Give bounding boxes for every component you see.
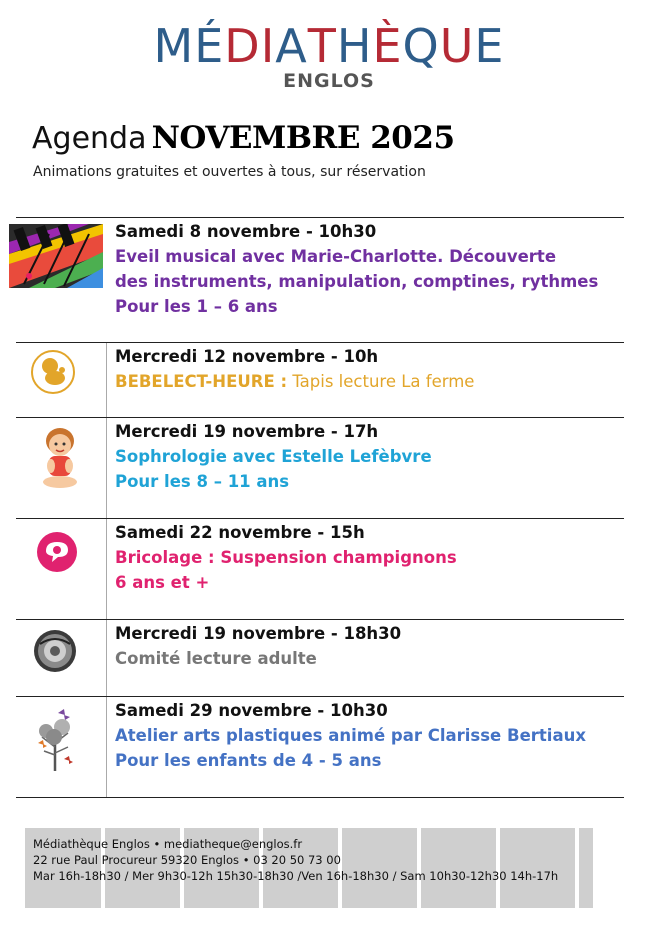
event-row [16,217,624,342]
child-icon [38,424,82,494]
event-row [16,696,624,798]
logo-wordmark [0,18,658,74]
event-line: Tapis lecture La ferme [287,372,475,391]
event-line: Pour les 8 – 11 ans [115,472,290,491]
event-text [115,220,624,319]
event-line: Bricolage : Suspension champignons [115,548,457,567]
event-text [115,345,624,394]
logo-letter: Q [402,19,440,73]
reading-circle-icon [30,626,80,676]
title-word: Agenda [32,121,147,156]
logo-letter: I [260,19,276,73]
event-highlight: BEBELECT-HEURE : [115,372,288,391]
logo-letter: M [153,19,195,73]
event-row [16,417,624,518]
footer-text [33,836,558,884]
logo-letter: E [474,19,505,73]
logo-letter: É [194,19,225,73]
event-date: Samedi 8 novembre - 10h30 [115,222,377,241]
title-month: NOVEMBRE 2025 [151,120,455,156]
baby-icon [28,347,78,397]
logo-letter: H [336,19,373,73]
event-description [115,646,624,671]
logo-letter: È [372,19,403,73]
event-date: Mercredi 19 novembre - 17h [115,422,379,441]
event-line: Pour les 1 – 6 ans [115,297,278,316]
event-list [16,217,624,798]
event-text [115,699,624,773]
footer-hours: Mar 16h-18h30 / Mer 9h30-12h 15h30-18h30 /Ven 16h-18h30 / Sam 10h30-12h30 14h-17h [33,869,559,883]
craft-bubble-icon [32,527,82,577]
event-date: Samedi 22 novembre - 15h [115,523,365,542]
event-line: Comité lecture adulte [115,649,317,668]
event-text [115,521,624,595]
butterfly-tree-icon [28,705,82,775]
event-line: Sophrologie avec Estelle Lefèbvre [115,447,432,466]
event-line: Eveil musical avec Marie-Charlotte. Découverte [115,247,557,266]
event-text [115,622,624,671]
page-title [32,120,455,156]
page-subtitle: Animations gratuites et ouvertes à tous, sur réservation [33,164,426,180]
event-row [16,619,624,696]
logo-letter: A [275,19,308,73]
footer-contact: Médiathèque Englos • mediatheque@englos.fr [33,837,303,851]
piano-keys-icon [9,224,103,288]
event-line: 6 ans et + [115,573,210,592]
event-text [115,420,624,494]
event-line: Pour les enfants de 4 - 5 ans [115,751,382,770]
event-row [16,518,624,619]
event-date: Mercredi 19 novembre - 18h30 [115,624,402,643]
event-date: Samedi 29 novembre - 10h30 [115,701,388,720]
event-line: Atelier arts plastiques animé par Clarisse Bertiaux [115,726,586,745]
event-description [115,723,624,773]
logo-letter: T [307,19,337,73]
event-row [16,342,624,417]
library-logo [0,18,658,92]
event-description [115,369,624,394]
event-description [115,244,624,319]
footer-address: 22 rue Paul Procureur 59320 Englos • 03 20 50 73 00 [33,853,341,867]
event-date: Mercredi 12 novembre - 10h [115,347,379,366]
logo-letter: U [439,19,475,73]
logo-subtitle: ENGLOS [283,70,375,92]
event-description [115,545,624,595]
event-line: des instruments, manipulation, comptines, rythmes [115,272,599,291]
event-description [115,444,624,494]
footer-info-box [25,828,593,908]
logo-letter: D [224,19,261,73]
